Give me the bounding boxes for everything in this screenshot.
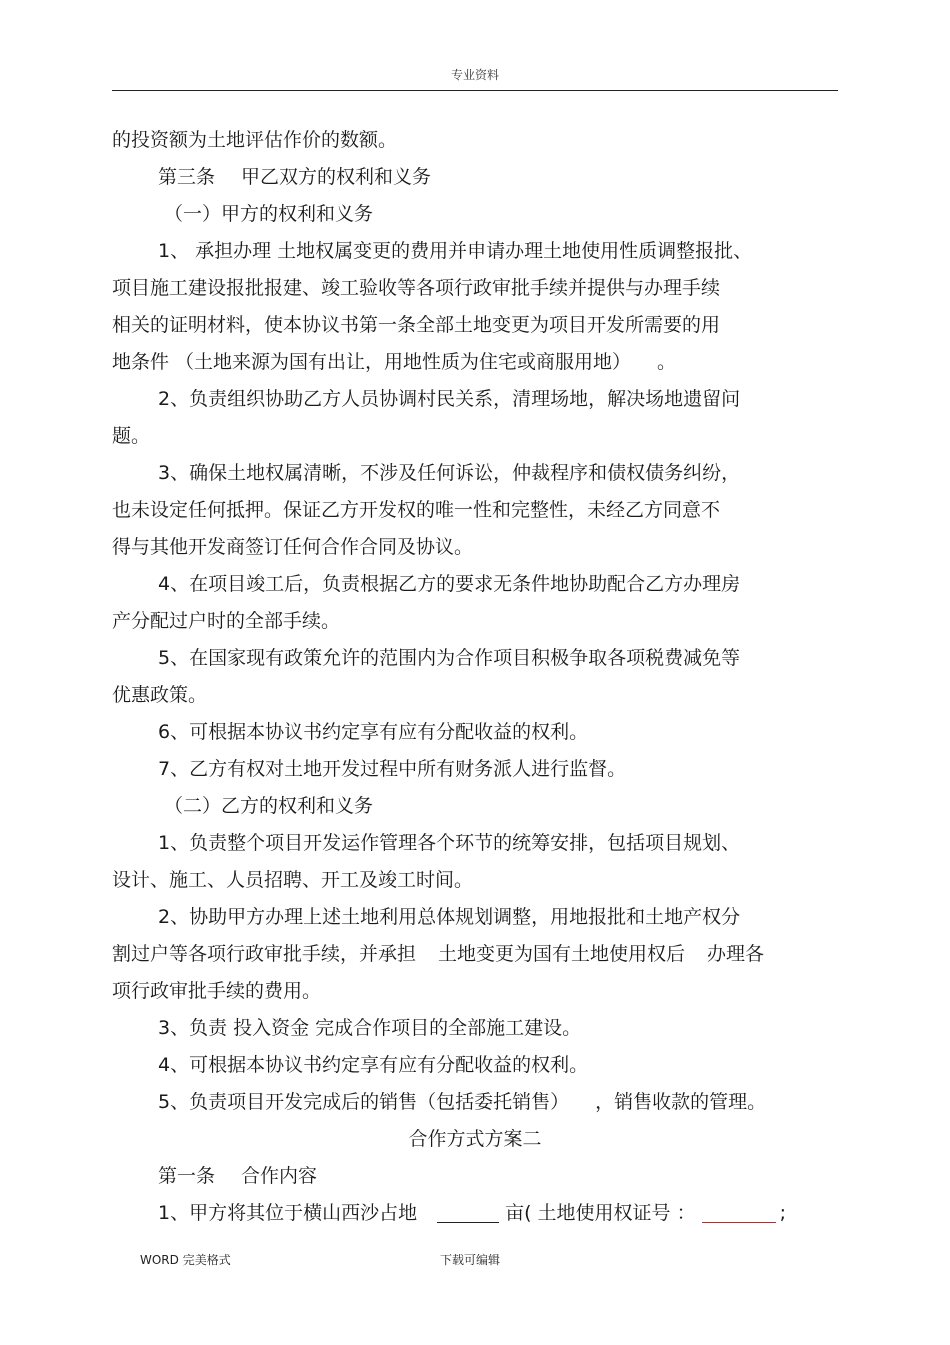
- paragraph-line: [112, 1195, 838, 1232]
- paragraph-text: 5、负责项目开发完成后的销售（包括委托销售）: [158, 1091, 570, 1113]
- area-blank-field: [437, 1202, 499, 1223]
- paragraph-line: 优惠政策。: [112, 684, 208, 706]
- paragraph-text: 1、甲方将其位于横山西沙占地: [158, 1202, 418, 1224]
- paragraph-line: [112, 1084, 838, 1121]
- article-one-heading: [112, 1158, 838, 1195]
- paragraph-line: 题。: [112, 425, 151, 447]
- paragraph-text: ，销售收款的管理。: [595, 1091, 767, 1113]
- paragraph-line: 也未设定任何抵押。保证乙方开发权的唯一性和完整性，未经乙方同意不: [112, 499, 721, 521]
- article-number: 第一条: [158, 1165, 216, 1187]
- paragraph-line: 项目施工建设报批报建、竣工验收等各项行政审批手续并提供与办理手续: [112, 277, 721, 299]
- certificate-number-blank-field: [702, 1202, 776, 1223]
- section-heading-party-b: （二）乙方的权利和义务: [164, 795, 374, 817]
- paragraph-text: 割过户等各项行政审批手续，并承担: [112, 943, 417, 965]
- paragraph-line: 得与其他开发商签订任何合作合同及协议。: [112, 536, 474, 558]
- paragraph-line: 1、负责整个项目开发运作管理各个环节的统筹安排，包括项目规划、: [158, 832, 741, 854]
- paragraph-line: 项行政审批手续的费用。: [112, 980, 322, 1002]
- article-title: 合作内容: [241, 1165, 318, 1187]
- paragraph-line: 1、 承担办理 土地权属变更的费用并申请办理土地使用性质调整报批、: [158, 240, 753, 262]
- paragraph-text: 。: [657, 351, 677, 373]
- paragraph-line: 5、在国家现有政策允许的范围内为合作项目积极争取各项税费减免等: [158, 647, 741, 669]
- paragraph-line: 2、协助甲方办理上述土地利用总体规划调整，用地报批和土地产权分: [158, 906, 741, 928]
- paragraph-line: [112, 936, 838, 973]
- paragraph-line: 3、确保土地权属清晰，不涉及任何诉讼，仲裁程序和债权债务纠纷，: [158, 462, 741, 484]
- paragraph-line: 4、可根据本协议书约定享有应有分配收益的权利。: [158, 1054, 589, 1076]
- paragraph-text: 办理各: [707, 943, 765, 965]
- article-number: 第三条: [158, 166, 216, 188]
- article-three-heading: [112, 159, 838, 196]
- paragraph-line: 3、负责 投入资金 完成合作项目的全部施工建设。: [158, 1017, 582, 1039]
- paragraph-line: 产分配过户时的全部手续。: [112, 610, 341, 632]
- paragraph-line: 相关的证明材料，使本协议书第一条全部土地变更为项目开发所需要的用: [112, 314, 721, 336]
- paragraph-line: [112, 344, 838, 381]
- article-title: 甲乙双方的权利和义务: [241, 166, 432, 188]
- paragraph-line: 7、乙方有权对土地开发过程中所有财务派人进行监督。: [158, 758, 627, 780]
- paragraph-text: 土地变更为国有土地使用权后: [438, 943, 686, 965]
- paragraph-line: 2、负责组织协助乙方人员协调村民关系，清理场地，解决场地遗留问: [158, 388, 741, 410]
- section-title-plan-two: 合作方式方案二: [408, 1128, 542, 1150]
- document-body: [112, 122, 838, 1232]
- paragraph-text: 亩( 土地使用权证号 ：: [505, 1202, 696, 1224]
- paragraph-text: ;: [779, 1202, 786, 1224]
- paragraph-line: 的投资额为土地评估作价的数额。: [112, 129, 398, 151]
- header-divider: [112, 90, 838, 91]
- page-header-title: 专业资料: [450, 68, 499, 82]
- section-heading-party-a: （一）甲方的权利和义务: [164, 203, 374, 225]
- footer-format-label: WORD 完美格式: [140, 1253, 231, 1267]
- footer-download-label: 下载可编辑: [440, 1253, 501, 1267]
- paragraph-line: 6、可根据本协议书约定享有应有分配收益的权利。: [158, 721, 589, 743]
- paragraph-text: 地条件 （土地来源为国有出让，用地性质为住宅或商服用地）: [112, 351, 632, 373]
- paragraph-line: 4、在项目竣工后，负责根据乙方的要求无条件地协助配合乙方办理房: [158, 573, 741, 595]
- paragraph-line: 设计、施工、人员招聘、开工及竣工时间。: [112, 869, 474, 891]
